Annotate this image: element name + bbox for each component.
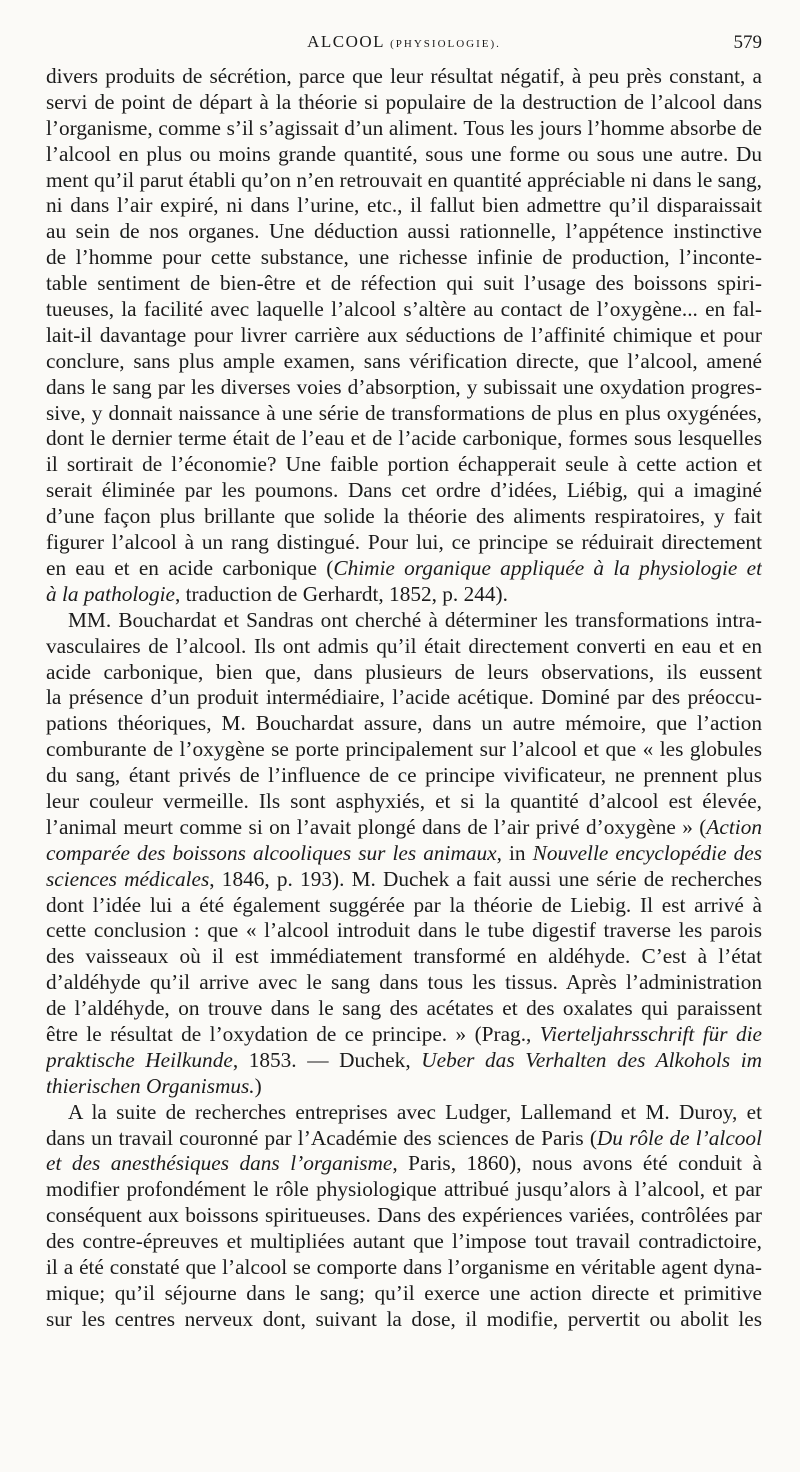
text-line: figurer l’alcool à un rang distingué. Pour lui, ce principe se réduirait directement: [46, 530, 762, 555]
text-line: pations théoriques, M. Bouchardat assure, dans un autre mémoire, que l’action: [46, 711, 762, 736]
page-number: 579: [733, 32, 762, 53]
text-line: thierischen Organismus.): [46, 1073, 262, 1098]
text-line: leur couleur vermeille. Ils sont asphyxiés, et si la quantité d’alcool est élevée,: [46, 788, 762, 813]
text-line: conclure, sans plus ample examen, sans vérification directe, que l’alcool, amené: [46, 348, 762, 373]
header-title: [46, 32, 762, 52]
text-line: sive, y donnait naissance à une série de transformations de plus en plus oxygénées,: [46, 400, 762, 425]
text-line: dont l’idée lui a été également suggérée par la théorie de Liebig. Il est arrivé à: [46, 892, 762, 917]
text-line: il sortirait de l’économie? Une faible portion échapperait seule à cette action et: [46, 452, 762, 477]
text-line: dans un travail couronné par l’Académie des sciences de Paris (Du rôle de l’alcool: [46, 1125, 762, 1150]
text-line: serait éliminée par les poumons. Dans cet ordre d’idées, Liébig, qui a imaginé: [46, 478, 762, 503]
text-line: mique; qu’il séjourne dans le sang; qu’il exerce une action directe et primitive: [46, 1280, 762, 1305]
text-line: servi de point de départ à la théorie si populaire de la destruction de l’alcool dans: [46, 89, 762, 114]
text-line: vasculaires de l’alcool. Ils ont admis qu’il était directement converti en eau et en: [46, 633, 762, 658]
header-title-sub: (PHYSIOLOGIE).: [390, 38, 501, 50]
text-line: praktische Heilkunde, 1853. — Duchek, Ueber das Verhalten des Alkohols im: [46, 1047, 762, 1072]
text-line: conséquent aux boissons spiritueuses. Dans des expériences variées, contrôlées par: [46, 1203, 762, 1228]
text-line: il a été constaté que l’alcool se comporte dans l’organisme en véritable agent dyna-: [46, 1255, 762, 1279]
text-line: et des anesthésiques dans l’organisme, Paris, 1860), nous avons été conduit à: [46, 1151, 762, 1176]
text-line: l’animal meurt comme si on l’avait plongé dans de l’air privé d’oxygène » (Action: [46, 814, 762, 839]
text-line: A la suite de recherches entreprises avec Ludger, Lallemand et M. Duroy, et: [68, 1099, 762, 1124]
text-line: divers produits de sécrétion, parce que leur résultat négatif, à peu près constant, a: [46, 64, 762, 88]
text-line: MM. Bouchardat et Sandras ont cherché à déterminer les transformations intra-: [68, 607, 762, 632]
text-line: l’organisme, comme s’il s’agissait d’un aliment. Tous les jours l’homme absorbe de: [46, 115, 762, 140]
text-line: d’aldéhyde qu’il arrive avec le sang dans tous les tissus. Après l’administration: [46, 970, 762, 995]
text-line: d’une façon plus brillante que solide la théorie des aliments respiratoires, y fait: [46, 504, 762, 529]
text-line: de l’aldéhyde, on trouve dans le sang des acétates et des oxalates qui paraissent: [46, 996, 762, 1021]
text-line: ment qu’il parut établi qu’on n’en retrouvait en quantité appréciable ni dans le sang,: [46, 167, 762, 192]
text-line: du sang, étant privés de l’influence de ce principe vivificateur, ne prennent plus: [46, 763, 762, 788]
header-title-main: ALCOOL: [307, 32, 385, 51]
text-line: modifier profondément le rôle physiologique attribué jusqu’alors à l’alcool, et par: [46, 1177, 762, 1202]
text-line: cette conclusion : que « l’alcool introduit dans le tube digestif traverse les parois: [46, 918, 762, 943]
text-line: la présence d’un produit intermédiaire, l’acide acétique. Dominé par des préoccu-: [46, 685, 762, 710]
text-line: lait-il davantage pour livrer carrière aux séductions de l’affinité chimique et pour: [46, 322, 762, 347]
paragraph-3: [46, 1100, 762, 1333]
text-line: des vaisseaux où il est immédiatement transformé en aldéhyde. C’est à l’état: [46, 944, 762, 969]
text-line: dans le sang par les diverses voies d’absorption, y subissait une oxydation progres-: [46, 374, 762, 399]
text-line: tueuses, la facilité avec laquelle l’alcool s’altère au contact de l’oxygène... en fal-: [46, 297, 762, 322]
text-line: acide carbonique, bien que, dans plusieurs de leurs observations, ils eussent: [46, 659, 762, 684]
body-text: [46, 64, 762, 1333]
running-header: [46, 32, 762, 62]
text-line: à la pathologie, traduction de Gerhardt, 1852, p. 244).: [46, 581, 508, 606]
text-line: des contre-épreuves et multipliées autant que l’impose tout travail contradictoire,: [46, 1229, 762, 1254]
text-line: sciences médicales, 1846, p. 193). M. Duchek a fait aussi une série de recherches: [46, 866, 762, 891]
text-line: ni dans l’air expiré, ni dans l’urine, etc., il fallut bien admettre qu’il disparaissait: [46, 193, 762, 218]
text-line: sur les centres nerveux dont, suivant la dose, il modifie, pervertit ou abolit les: [46, 1306, 762, 1331]
text-line: dont le dernier terme était de l’eau et de l’acide carbonique, formes sous lesquelles: [46, 426, 762, 451]
text-line: en eau et en acide carbonique (Chimie organique appliquée à la physiologie et: [46, 555, 762, 580]
text-line: au sein de nos organes. Une déduction aussi rationnelle, l’appétence instinctive: [46, 219, 762, 244]
paragraph-2: [46, 608, 762, 1100]
text-line: être le résultat de l’oxydation de ce principe. » (Prag., Vierteljahrsschrift für die: [46, 1021, 762, 1046]
text-line: comburante de l’oxygène se porte principalement sur l’alcool et que « les globules: [46, 737, 762, 762]
text-line: de l’homme pour cette substance, une richesse infinie de production, l’inconte-: [46, 245, 762, 270]
text-line: table sentiment de bien-être et de réfection qui suit l’usage des boissons spiri-: [46, 271, 762, 296]
text-line: l’alcool en plus ou moins grande quantité, sous une forme ou sous une autre. Du: [46, 141, 762, 166]
page: [46, 0, 762, 1333]
text-line: comparée des boissons alcooliques sur les animaux, in Nouvelle encyclopédie des: [46, 840, 762, 865]
paragraph-1: [46, 64, 762, 608]
